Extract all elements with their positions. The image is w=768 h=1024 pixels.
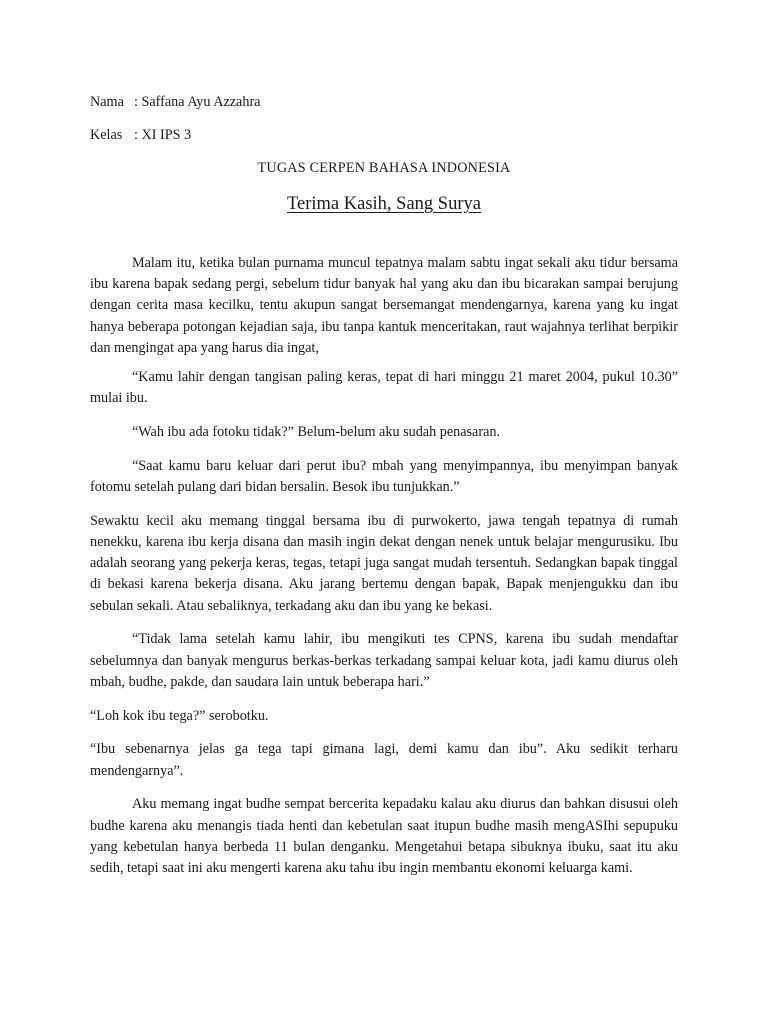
paragraph: “Kamu lahir dengan tangisan paling keras, tepat di hari minggu 21 maret 2004, pukul 10.30” mulai ibu.	[90, 369, 678, 407]
name-value: : Saffana Ayu Azzahra	[134, 94, 261, 110]
class-value: : XI IPS 3	[134, 127, 192, 143]
paragraph: Sewaktu kecil aku memang tinggal bersama ibu di purwokerto, jawa tengah tepatnya di rumah nenekku, karena ibu kerja disana dan masih ingin dekat dengan nenek untuk belajar mengurusiku. Ibu adalah seorang yang pekerja keras, tegas, tetapi juga sangat mudah tersentuh. Sedangkan bapak tinggal di bekasi karena bekerja disana. Aku jarang bertemu dengan bapak, Bapak menjengukku dan ibu sebulan sekali. Atau sebaliknya, terkadang aku dan ibu yang ke bekasi.	[90, 512, 678, 614]
story-title: Terima Kasih, Sang Surya	[287, 194, 481, 214]
paragraph: “Ibu sebenarnya jelas ga tega tapi gimana lagi, demi kamu dan ibu”. Aku sedikit terharu mendengarnya”.	[90, 741, 678, 779]
student-class-line	[90, 125, 678, 146]
class-label: Kelas	[90, 127, 123, 143]
paragraph: “Wah ibu ada fotoku tidak?” Belum-belum aku sudah penasaran.	[132, 424, 501, 441]
story-body	[90, 253, 678, 879]
name-label: Nama	[90, 94, 124, 110]
paragraph: “Saat kamu baru keluar dari perut ibu? mbah yang menyimpannya, ibu menyimpan banyak fotomu setelah pulang dari bidan bersalin. Besok ibu tunjukkan.”	[90, 457, 678, 496]
assignment-title: TUGAS CERPEN BAHASA INDONESIA	[257, 160, 511, 176]
student-name-line	[90, 92, 678, 113]
paragraph: “Loh kok ibu tega?” serobotku.	[90, 707, 269, 724]
document-page	[90, 92, 678, 892]
paragraph: “Tidak lama setelah kamu lahir, ibu mengikuti tes CPNS, karena ibu sudah mendaftar sebelumnya dan banyak mengurus berkas-berkas terkadang sampai keluar kota, jadi kamu diurus oleh mbah, budhe, pakde, dan saudara lain untuk beberapa hari.”	[90, 631, 678, 690]
paragraph: Malam itu, ketika bulan purnama muncul tepatnya malam sabtu ingat sekali aku tidur bersama ibu karena bapak sedang pergi, sebelum tidur banyak hal yang aku dan ibu bicarakan sampai berujung dengan cerita masa kecilku, tentu akupun sangat bersemangat mendengarnya, karena yang ku ingat hanya beberapa potongan kejadian saja, ibu tanpa kantuk menceritakan, raut wajahnya terlihat berpikir dan mengingat apa yang harus dia ingat,	[90, 255, 678, 356]
paragraph: Aku memang ingat budhe sempat bercerita kepadaku kalau aku diurus dan bahkan disusui oleh budhe karena aku menangis tiada henti dan kebetulan saat itupun budhe masih mengASIhi sepupuku yang kebetulan hanya berbeda 11 bulan denganku. Mengetahui betapa sibuknya ibuku, saat itu aku sedih, tetapi saat ini aku mengerti karena aku tahu ibu ingin membantu ekonomi keluarga kami.	[90, 796, 678, 877]
